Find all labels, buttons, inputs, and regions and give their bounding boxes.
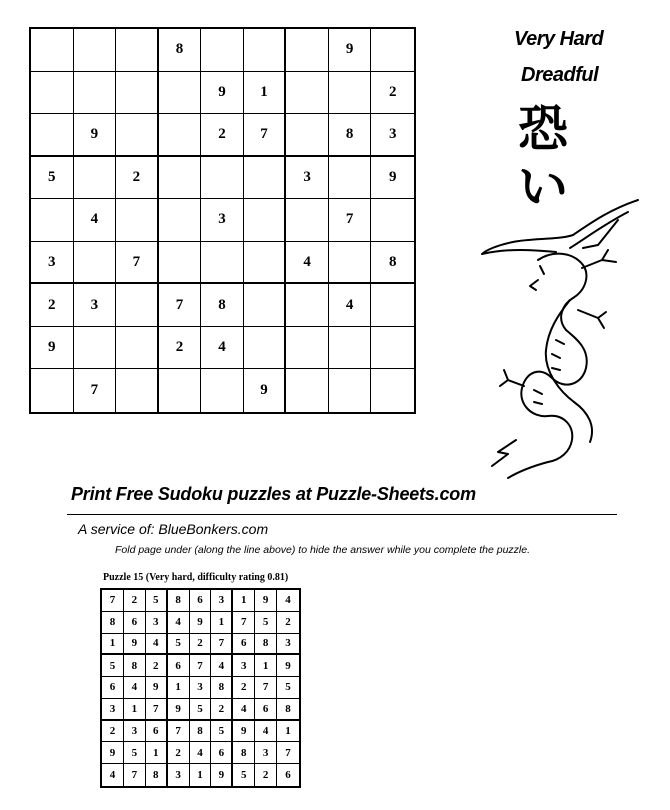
puzzle-cell <box>244 29 287 72</box>
answer-cell: 1 <box>233 590 255 612</box>
answer-cell: 9 <box>102 742 124 764</box>
puzzle-cell <box>31 199 74 242</box>
puzzle-cell: 9 <box>74 114 117 157</box>
puzzle-cell <box>371 29 414 72</box>
answer-cell: 6 <box>190 590 212 612</box>
answer-cell: 2 <box>233 677 255 699</box>
puzzle-cell <box>116 327 159 370</box>
puzzle-cell <box>31 369 74 412</box>
sudoku-answer-grid <box>100 588 301 788</box>
answer-cell: 6 <box>146 721 168 743</box>
puzzle-cell <box>159 72 202 115</box>
puzzle-cell <box>244 284 287 327</box>
puzzle-cell <box>244 327 287 370</box>
answer-cell: 1 <box>255 655 277 677</box>
puzzle-cell: 8 <box>159 29 202 72</box>
puzzle-cell: 2 <box>201 114 244 157</box>
puzzle-cell: 9 <box>244 369 287 412</box>
answer-cell: 3 <box>124 721 146 743</box>
answer-cell: 2 <box>211 699 233 721</box>
puzzle-cell <box>74 327 117 370</box>
puzzle-cell <box>74 157 117 200</box>
puzzle-cell: 9 <box>329 29 372 72</box>
puzzle-cell: 4 <box>74 199 117 242</box>
puzzle-cell <box>159 199 202 242</box>
puzzle-cell <box>31 29 74 72</box>
answer-cell: 2 <box>124 590 146 612</box>
puzzle-cell: 7 <box>116 242 159 285</box>
answer-title: Puzzle 15 (Very hard, difficulty rating 0.81) <box>103 572 289 583</box>
puzzle-cell <box>159 114 202 157</box>
puzzle-cell: 9 <box>371 157 414 200</box>
puzzle-cell <box>286 199 329 242</box>
answer-cell: 2 <box>277 612 299 634</box>
answer-cell: 4 <box>233 699 255 721</box>
answer-cell: 2 <box>146 655 168 677</box>
puzzle-cell: 3 <box>371 114 414 157</box>
answer-cell: 3 <box>190 677 212 699</box>
answer-cell: 5 <box>255 612 277 634</box>
puzzle-cell: 4 <box>286 242 329 285</box>
puzzle-cell <box>159 157 202 200</box>
answer-cell: 5 <box>233 764 255 786</box>
puzzle-cell <box>74 242 117 285</box>
answer-cell: 6 <box>285 769 291 782</box>
puzzle-cell: 8 <box>201 284 244 327</box>
puzzle-cell <box>31 72 74 115</box>
answer-cell: 1 <box>168 677 190 699</box>
fold-line <box>67 514 617 515</box>
answer-cell: 2 <box>190 634 212 656</box>
answer-cell: 4 <box>102 764 124 786</box>
answer-cell: 1 <box>277 721 299 743</box>
answer-cell: 7 <box>146 699 168 721</box>
puzzle-cell <box>201 29 244 72</box>
puzzle-cell: 7 <box>74 369 117 412</box>
puzzle-cell: 2 <box>31 284 74 327</box>
puzzle-cell <box>329 157 372 200</box>
puzzle-cell: 4 <box>329 284 372 327</box>
answer-cell: 7 <box>277 742 299 764</box>
puzzle-cell: 4 <box>201 327 244 370</box>
answer-cell: 7 <box>102 590 124 612</box>
puzzle-cell <box>286 29 329 72</box>
puzzle-cell <box>371 284 414 327</box>
answer-cell: 1 <box>211 612 233 634</box>
answer-cell: 9 <box>277 655 299 677</box>
puzzle-cell: 9 <box>201 72 244 115</box>
puzzle-cell <box>159 242 202 285</box>
puzzle-cell <box>116 29 159 72</box>
puzzle-cell <box>329 242 372 285</box>
answer-cell: 3 <box>233 655 255 677</box>
puzzle-cell <box>329 72 372 115</box>
puzzle-cell: 9 <box>31 327 74 370</box>
answer-cell: 9 <box>211 764 233 786</box>
puzzle-cell <box>286 284 329 327</box>
puzzle-cell: 2 <box>159 327 202 370</box>
puzzle-cell <box>201 242 244 285</box>
answer-cell: 2 <box>255 764 277 786</box>
puzzle-cell <box>286 327 329 370</box>
answer-cell: 6 <box>211 742 233 764</box>
answer-cell: 5 <box>190 699 212 721</box>
answer-cell: 4 <box>124 677 146 699</box>
puzzle-cell <box>329 369 372 412</box>
puzzle-cell <box>74 72 117 115</box>
puzzle-cell <box>201 369 244 412</box>
answer-cell: 5 <box>277 677 299 699</box>
answer-cell: 9 <box>255 590 277 612</box>
answer-cell: 1 <box>124 699 146 721</box>
answer-cell: 1 <box>190 764 212 786</box>
puzzle-cell <box>116 72 159 115</box>
puzzle-cell: 7 <box>329 199 372 242</box>
answer-cell: 7 <box>233 612 255 634</box>
puzzle-cell <box>244 242 287 285</box>
puzzle-cell: 3 <box>74 284 117 327</box>
answer-cell: 4 <box>255 721 277 743</box>
answer-cell: 9 <box>124 634 146 656</box>
answer-cell: 9 <box>168 699 190 721</box>
answer-cell: 9 <box>146 677 168 699</box>
kanji-characters: 恐い <box>518 99 568 216</box>
puzzle-cell <box>116 284 159 327</box>
puzzle-cell <box>244 157 287 200</box>
sudoku-puzzle-grid <box>29 27 416 414</box>
puzzle-cell <box>371 199 414 242</box>
puzzle-cell <box>371 369 414 412</box>
answer-cell: 9 <box>190 612 212 634</box>
answer-cell: 4 <box>190 742 212 764</box>
puzzle-cell <box>116 369 159 412</box>
puzzle-cell <box>286 72 329 115</box>
answer-cell: 2 <box>102 721 124 743</box>
answer-cell: 8 <box>233 742 255 764</box>
answer-cell: 7 <box>168 721 190 743</box>
answer-cell: 3 <box>277 634 299 656</box>
answer-cell: 4 <box>168 612 190 634</box>
puzzle-cell: 5 <box>31 157 74 200</box>
puzzle-cell: 7 <box>244 114 287 157</box>
service-credit: A service of: BlueBonkers.com <box>78 521 269 537</box>
fold-instructions: Fold page under (along the line above) to hide the answer while you complete the puzzle. <box>115 544 531 556</box>
answer-cell: 7 <box>190 655 212 677</box>
puzzle-cell: 1 <box>244 72 287 115</box>
answer-cell: 6 <box>124 612 146 634</box>
answer-cell: 1 <box>102 634 124 656</box>
answer-cell: 6 <box>102 677 124 699</box>
puzzle-cell <box>371 327 414 370</box>
answer-cell: 8 <box>146 764 168 786</box>
answer-cell: 4 <box>146 634 168 656</box>
answer-cell: 3 <box>168 764 190 786</box>
answer-cell: 5 <box>146 590 168 612</box>
puzzle-cell: 2 <box>371 72 414 115</box>
answer-cell: 5 <box>102 655 124 677</box>
answer-cell: 3 <box>102 699 124 721</box>
puzzle-cell <box>31 114 74 157</box>
puzzle-cell: 3 <box>201 199 244 242</box>
answer-cell: 1 <box>146 742 168 764</box>
answer-cell: 8 <box>168 590 190 612</box>
puzzle-cell: 2 <box>116 157 159 200</box>
puzzle-cell <box>159 369 202 412</box>
difficulty-level: Very Hard <box>514 28 604 50</box>
answer-cell: 5 <box>168 634 190 656</box>
answer-cell: 4 <box>277 590 299 612</box>
puzzle-cell: 3 <box>31 242 74 285</box>
answer-cell: 9 <box>233 721 255 743</box>
site-banner: Print Free Sudoku puzzles at Puzzle-Sheets.com <box>71 484 476 504</box>
puzzle-cell: 7 <box>159 284 202 327</box>
answer-cell: 8 <box>102 612 124 634</box>
puzzle-cell: 3 <box>286 157 329 200</box>
puzzle-cell <box>74 29 117 72</box>
answer-cell: 8 <box>190 721 212 743</box>
puzzle-cell <box>201 157 244 200</box>
answer-cell: 4 <box>211 655 233 677</box>
answer-cell: 6 <box>255 699 277 721</box>
puzzle-cell: 8 <box>371 242 414 285</box>
answer-cell: 8 <box>124 655 146 677</box>
answer-cell: 5 <box>211 721 233 743</box>
answer-cell: 3 <box>211 590 233 612</box>
puzzle-cell <box>116 199 159 242</box>
answer-cell: 2 <box>168 742 190 764</box>
answer-cell: 8 <box>211 677 233 699</box>
answer-cell: 8 <box>277 699 299 721</box>
answer-cell: 8 <box>255 634 277 656</box>
answer-cell: 5 <box>124 742 146 764</box>
dragon-icon <box>478 190 643 480</box>
puzzle-cell <box>244 199 287 242</box>
puzzle-cell <box>286 114 329 157</box>
puzzle-cell <box>329 327 372 370</box>
answer-cell: 7 <box>255 677 277 699</box>
puzzle-cell: 8 <box>329 114 372 157</box>
puzzle-cell <box>116 114 159 157</box>
answer-cell: 6 <box>233 634 255 656</box>
difficulty-word: Dreadful <box>521 64 599 86</box>
answer-cell: 6 <box>168 655 190 677</box>
answer-cell: 3 <box>146 612 168 634</box>
answer-cell: 7 <box>211 634 233 656</box>
answer-cell: 3 <box>255 742 277 764</box>
puzzle-cell <box>286 369 329 412</box>
answer-cell: 7 <box>124 764 146 786</box>
